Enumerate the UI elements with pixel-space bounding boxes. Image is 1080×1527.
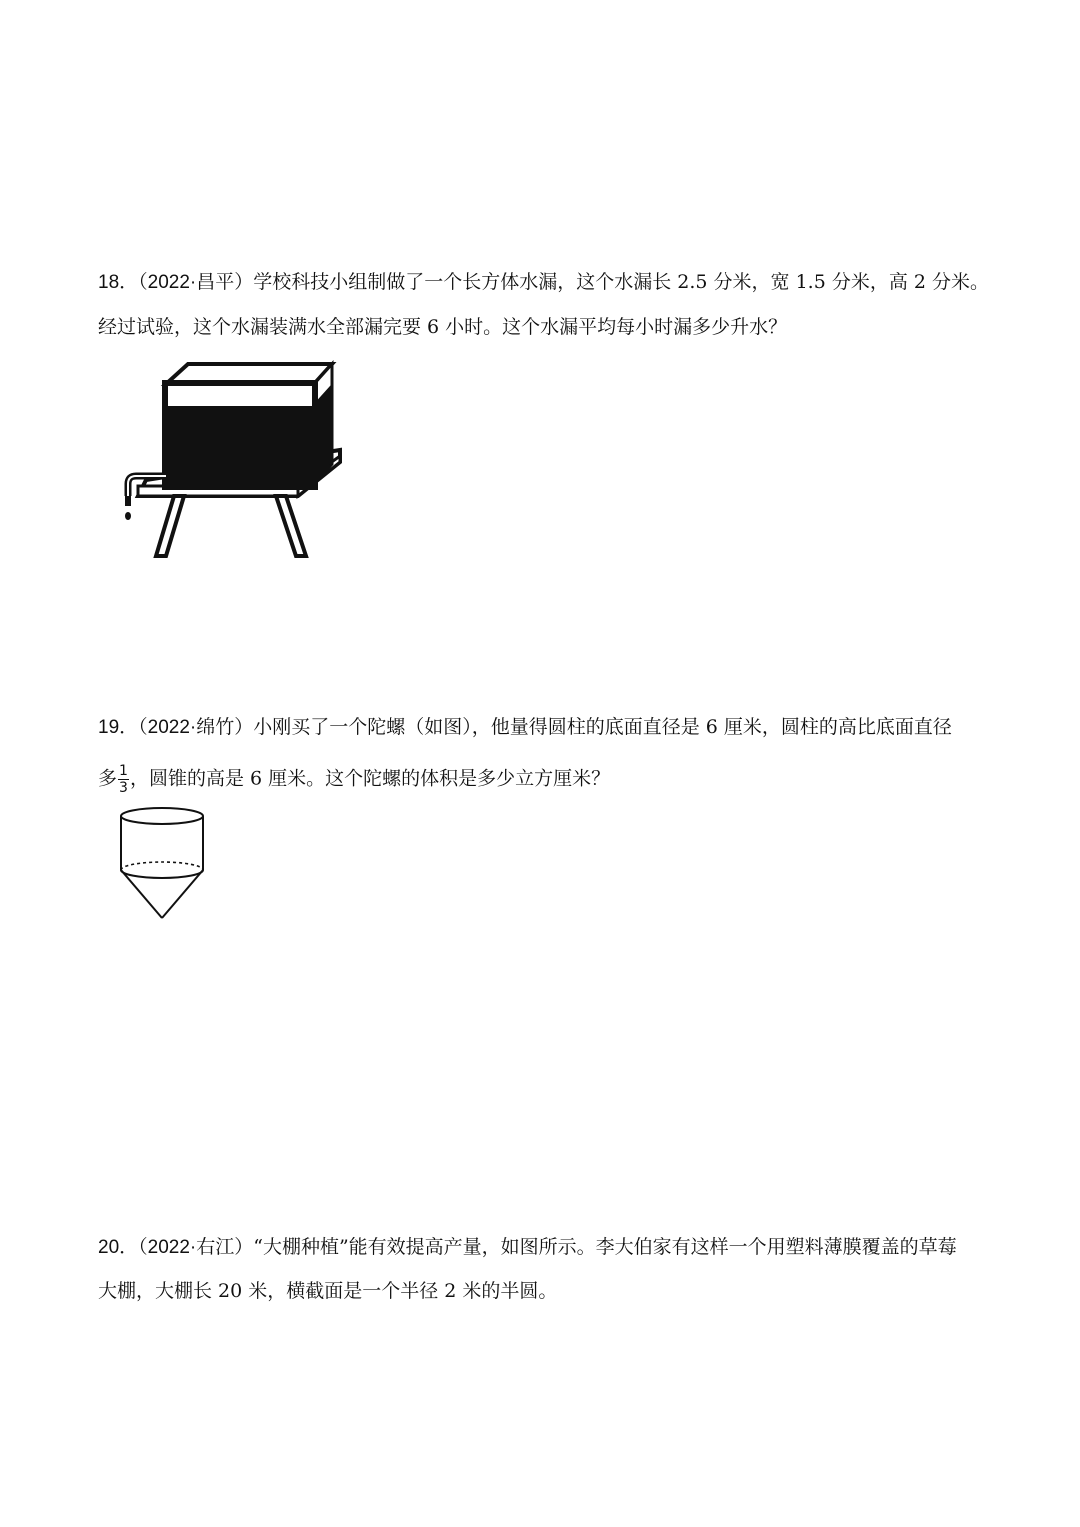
question-18-line-2 (98, 314, 787, 340)
question-19-number: 19． (98, 717, 139, 738)
question-19-text-2b: ，圆锥的高是 6 厘米。这个陀螺的体积是多少立方厘米？ (129, 767, 611, 790)
question-18-number: 18． (98, 272, 139, 293)
table-leg-left (156, 496, 184, 556)
question-20-line-2 (98, 1278, 557, 1304)
question-20-number: 20． (98, 1237, 139, 1258)
question-18-source: （2022·昌平） (138, 272, 254, 293)
cylinder-top (121, 808, 203, 824)
table-leg-right (276, 496, 306, 556)
question-19-text-2a: 多 (98, 767, 118, 790)
question-18-text-2: 经过试验，这个水漏装满水全部漏完要 6 小时。这个水漏平均每小时漏多少升水？ (98, 316, 788, 338)
spinning-top-figure (116, 804, 208, 924)
cylinder-base-visible (121, 870, 203, 878)
question-19-text-1: 小刚买了一个陀螺（如图），他量得圆柱的底面直径是 6 厘米，圆柱的高比底面直径 (253, 716, 952, 738)
fraction-one-third (118, 764, 129, 795)
question-19-line-2 (98, 764, 610, 795)
water-drop (125, 512, 131, 520)
question-20-line-1 (98, 1234, 957, 1261)
question-18-line-1 (98, 269, 989, 296)
question-19-line-1 (98, 714, 952, 741)
fraction-denominator: 3 (119, 780, 128, 796)
cylinder-base-hidden (121, 862, 203, 870)
tank-water (166, 406, 314, 488)
question-20-text-2: 大棚，大棚长 20 米，横截面是一个半径 2 米的半圆。 (98, 1280, 558, 1302)
water-tank-figure (118, 356, 348, 562)
question-20-source: （2022·右江） (138, 1237, 254, 1258)
question-18-text-1: 学校科技小组制做了一个长方体水漏，这个水漏长 2.5 分米，宽 1.5 分米，高 2 分米。 (253, 271, 990, 293)
fraction-numerator: 1 (119, 763, 128, 779)
question-20-text-1: “大棚种植”能有效提高产量，如图所示。李大伯家有这样一个用塑料薄膜覆盖的草莓 (253, 1236, 957, 1258)
question-19-source: （2022·绵竹） (138, 717, 254, 738)
